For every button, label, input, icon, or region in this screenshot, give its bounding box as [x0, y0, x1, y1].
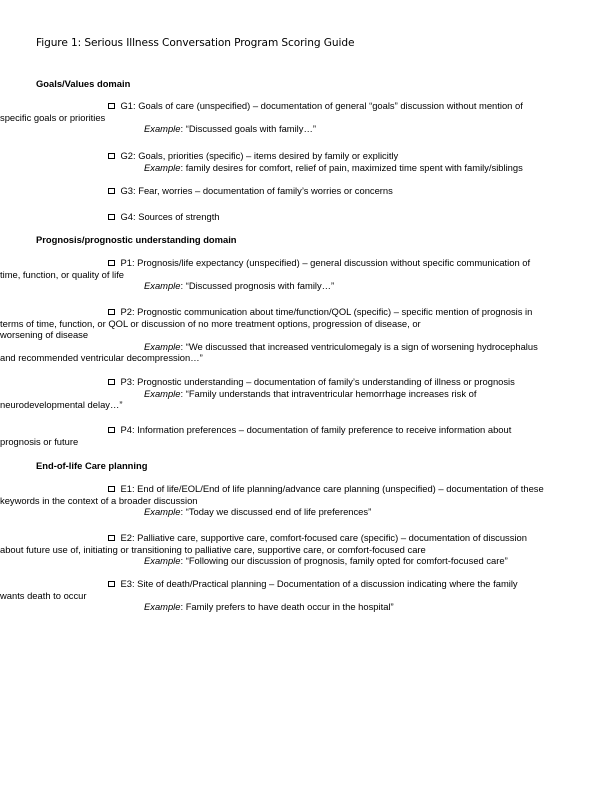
criterion-g1-line-1: G1: Goals of care (unspecified) – documentation of general “goals” discussion without mention of [120, 100, 523, 111]
example-label: Example [144, 123, 181, 134]
criterion-e1-example [108, 506, 578, 518]
checkbox-p4[interactable] [108, 427, 115, 434]
example-text: : “We discussed that increased ventriculomegaly is a sign of worsening hydrocephalus [180, 340, 538, 352]
criterion-g2-line-1: G2: Goals, priorities (specific) – items desired by family or explicitly [120, 150, 399, 161]
criterion-e2-line-1: E2: Palliative care, supportive care, comfort-focused care (specific) – documentation of discussion [120, 532, 527, 543]
criterion-p1-line-1: P1: Prognosis/life expectancy (unspecified) – general discussion without specific communication of [120, 257, 531, 268]
example-label: Example [144, 280, 181, 291]
criterion-e3-line-1: E3: Site of death/Practical planning – Documentation of a discussion indicating where the family [120, 578, 518, 589]
example-text: : “Following our discussion of prognosis, family opted for comfort-focused care” [180, 555, 508, 566]
example-text: : “Discussed goals with family…” [180, 123, 316, 134]
criterion-e2 [0, 532, 578, 567]
criterion-e3-line-2: wants death to occur [0, 589, 87, 601]
criterion-g3 [108, 185, 578, 197]
criterion-p2-line-3: worsening of disease [0, 329, 89, 340]
example-label: Example [144, 601, 181, 612]
example-text: : Family prefers to have death occur in the hospital” [180, 601, 394, 612]
example-label: Example [144, 387, 181, 399]
checkbox-g1[interactable] [108, 103, 115, 110]
criterion-p2 [0, 306, 578, 364]
criterion-e2-example [108, 555, 578, 567]
criterion-p1 [0, 257, 578, 292]
section-heading-goals: Goals/Values domain [36, 78, 131, 89]
figure-title: Figure 1: Serious Illness Conversation Program Scoring Guide [36, 37, 355, 49]
section-heading-prognosis: Prognosis/prognostic understanding domain [36, 234, 237, 245]
checkbox-g4[interactable] [108, 214, 115, 221]
criterion-g1-example [108, 123, 578, 135]
criterion-g3-line-1: G3: Fear, worries – documentation of family’s worries or concerns [120, 185, 393, 196]
example-text: : “Family understands that intraventricular hemorrhage increases risk of [180, 387, 477, 399]
checkbox-e1[interactable] [108, 486, 115, 493]
example-label: Example [144, 340, 181, 352]
criterion-p3-line-1: P3: Prognostic understanding – documentation of family’s understanding of illness or prognosis [120, 376, 515, 387]
criterion-e3 [0, 578, 578, 613]
example-label: Example [144, 555, 181, 566]
criterion-g2 [108, 150, 578, 173]
section-heading-end-of-life: End-of-life Care planning [36, 460, 148, 471]
criterion-p4 [0, 424, 578, 447]
example-text: : family desires for comfort, relief of pain, maximized time spent with family/siblings [180, 161, 523, 173]
example-text: : “Discussed prognosis with family…” [180, 280, 335, 291]
criterion-p3-example-cont: neurodevelopmental delay…” [0, 399, 123, 410]
criterion-e1-line-1: E1: End of life/EOL/End of life planning/advance care planning (unspecified) – documentation of these [120, 483, 544, 494]
example-label: Example [144, 506, 181, 517]
criterion-p2-example [108, 341, 578, 353]
criterion-g2-example [108, 162, 578, 174]
criterion-p2-example-cont: and recommended ventricular decompression…” [0, 352, 203, 363]
checkbox-p2[interactable] [108, 309, 115, 316]
checkbox-e3[interactable] [108, 581, 115, 588]
checkbox-g3[interactable] [108, 188, 115, 195]
criterion-e2-line-2: about future use of, initiating or transitioning to palliative care, supportive care, or comfort-focused care [0, 543, 426, 555]
example-text: : “Today we discussed end of life preferences” [180, 506, 372, 517]
criterion-g4 [108, 211, 578, 223]
criterion-e3-example [108, 601, 578, 613]
criterion-p4-line-2: prognosis or future [0, 435, 79, 447]
criterion-e1 [0, 483, 578, 518]
criterion-p3-example [108, 388, 578, 400]
checkbox-g2[interactable] [108, 153, 115, 160]
criterion-p2-line-1: P2: Prognostic communication about time/function/QOL (specific) – specific mention of prognosis in [120, 306, 533, 317]
checkbox-p1[interactable] [108, 260, 115, 267]
criterion-p1-line-2: time, function, or quality of life [0, 268, 125, 280]
criterion-e1-line-2: keywords in the context of a broader discussion [0, 494, 198, 506]
criterion-g4-line-1: G4: Sources of strength [120, 211, 220, 222]
criterion-p3 [0, 376, 578, 411]
criterion-p1-example [108, 280, 578, 292]
example-label: Example [144, 161, 181, 173]
criterion-p2-line-2: terms of time, function, or QOL or discussion of no more treatment options, progression of disease, or [0, 317, 421, 329]
criterion-p4-line-1: P4: Information preferences – documentation of family preference to receive information about [120, 424, 512, 435]
checkbox-e2[interactable] [108, 535, 115, 542]
checkbox-p3[interactable] [108, 379, 115, 386]
criterion-g1 [0, 100, 578, 135]
criterion-g1-line-2: specific goals or priorities [0, 111, 106, 123]
